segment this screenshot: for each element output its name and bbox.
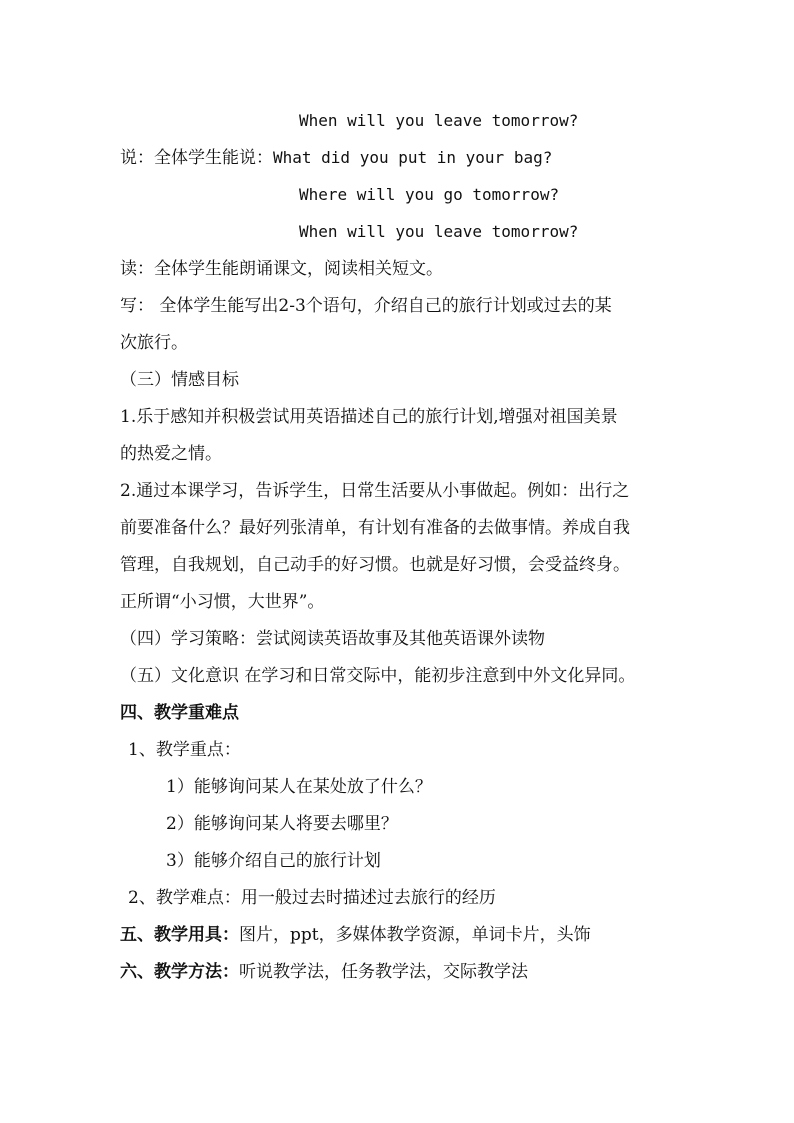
subsection-heading: 2、教学难点：用一般过去时描述过去旅行的经历 bbox=[128, 888, 496, 908]
dialogue-line: When will you leave tomorrow? bbox=[299, 222, 579, 241]
teaching-methods bbox=[120, 961, 528, 983]
dialogue-line: When will you leave tomorrow? bbox=[299, 111, 579, 130]
section-heading: 五、教学用具： bbox=[120, 925, 239, 945]
paragraph-line: 的热爱之情。 bbox=[120, 444, 222, 464]
paragraph-line: 管理，自我规划，自己动手的好习惯。也就是好习惯，会受益终身。 bbox=[120, 555, 630, 575]
section-body: 图片，ppt，多媒体教学资源，单词卡片，头饰 bbox=[239, 925, 591, 945]
list-item: 3）能够介绍自己的旅行计划 bbox=[166, 851, 381, 871]
section-heading: （三）情感目标 bbox=[120, 370, 239, 390]
paragraph-line: 1.乐于感知并积极尝试用英语描述自己的旅行计划,增强对祖国美景 bbox=[120, 407, 618, 427]
list-item: 1）能够询问某人在某处放了什么？ bbox=[166, 777, 432, 797]
teaching-tools bbox=[120, 924, 591, 946]
section-body: 听说教学法，任务教学法，交际教学法 bbox=[239, 962, 528, 982]
speaking-label: 说：全体学生能说： bbox=[120, 148, 273, 168]
dialogue-line: What did you put in your bag? bbox=[273, 148, 553, 167]
section-heading: 六、教学方法： bbox=[120, 962, 239, 982]
learning-strategy: （四）学习策略：尝试阅读英语故事及其他英语课外读物 bbox=[120, 629, 545, 649]
dialogue-line: Where will you go tomorrow? bbox=[299, 185, 560, 204]
cultural-awareness: （五）文化意识 在学习和日常交际中，能初步注意到中外文化异同。 bbox=[120, 666, 636, 686]
paragraph-line: 2.通过本课学习，告诉学生，日常生活要从小事做起。例如：出行之 bbox=[120, 481, 630, 501]
section-heading: 四、教学重难点 bbox=[120, 703, 239, 723]
paragraph-line: 前要准备什么？最好列张清单，有计划有准备的去做事情。养成自我 bbox=[120, 518, 630, 538]
writing-objective: 写： 全体学生能写出2-3个语句，介绍自己的旅行计划或过去的某 bbox=[120, 296, 612, 316]
list-item: 2）能够询问某人将要去哪里？ bbox=[166, 814, 398, 834]
speaking-objective bbox=[120, 147, 552, 169]
paragraph-line: 正所谓“小习惯，大世界”。 bbox=[120, 592, 325, 612]
paragraph-line: 次旅行。 bbox=[120, 333, 188, 353]
reading-objective: 读：全体学生能朗诵课文，阅读相关短文。 bbox=[120, 259, 443, 279]
subsection-heading: 1、教学重点： bbox=[128, 740, 241, 760]
